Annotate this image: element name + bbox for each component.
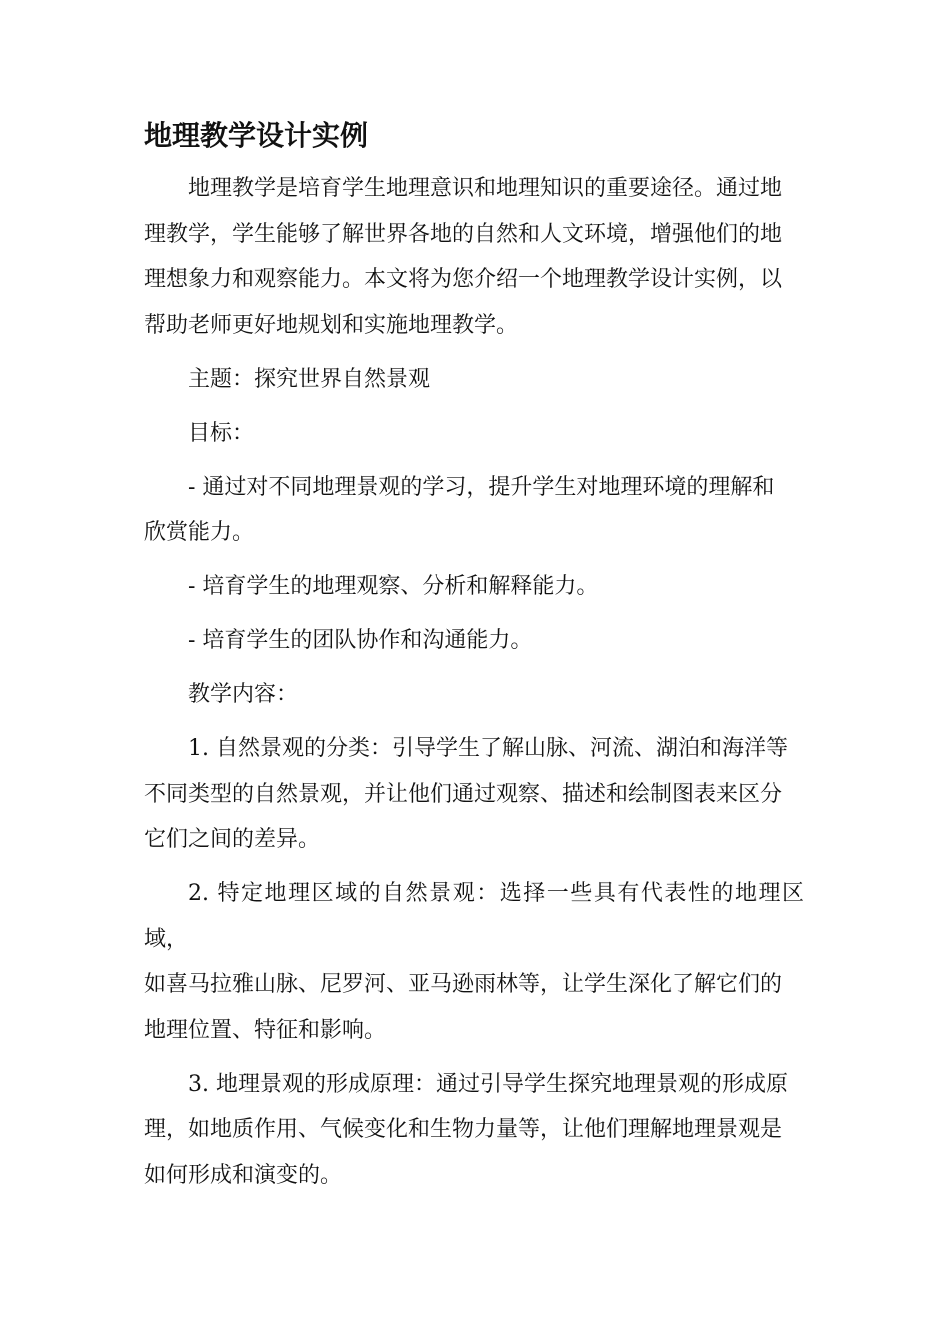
document-title: 地理教学设计实例 bbox=[144, 119, 369, 152]
content-line: 如喜马拉雅山脉、尼罗河、亚马逊雨林等，让学生深化了解它们的 bbox=[144, 972, 783, 997]
content-item bbox=[144, 1062, 804, 1199]
intro-line: 地理教学是培育学生地理意识和地理知识的重要途径。通过地 bbox=[188, 176, 783, 201]
theme-line: 主题：探究世界自然景观 bbox=[188, 366, 431, 392]
intro-line: 理教学，学生能够了解世界各地的自然和人文环境，增强他们的地 bbox=[144, 221, 783, 247]
goal-line: 欣赏能力。 bbox=[144, 520, 255, 545]
content-item bbox=[144, 726, 804, 863]
content-line: 2. 特定地理区域的自然景观：选择一些具有代表性的地理区域， bbox=[144, 881, 804, 952]
goal-item: - 培育学生的地理观察、分析和解释能力。 bbox=[188, 574, 599, 599]
content-line: 不同类型的自然景观，并让他们通过观察、描述和绘制图表来区分 bbox=[144, 781, 783, 807]
goal-item: - 培育学生的团队协作和沟通能力。 bbox=[188, 628, 533, 653]
content-line: 理，如地质作用、气候变化和生物力量等，让他们理解地理景观是 bbox=[144, 1117, 783, 1142]
document-body bbox=[144, 118, 804, 1207]
content-item bbox=[144, 871, 804, 1053]
intro-paragraph bbox=[144, 166, 804, 348]
goal-line: - 通过对不同地理景观的学习，提升学生对地理环境的理解和 bbox=[188, 474, 775, 500]
intro-line: 理想象力和观察能力。本文将为您介绍一个地理教学设计实例，以 bbox=[144, 267, 783, 292]
goals-heading: 目标： bbox=[188, 420, 255, 446]
goal-item bbox=[144, 465, 804, 556]
content-line: 地理位置、特征和影响。 bbox=[144, 1017, 387, 1043]
content-heading: 教学内容： bbox=[188, 682, 299, 707]
content-line: 它们之间的差异。 bbox=[144, 827, 321, 852]
content-line: 1. 自然景观的分类：引导学生了解山脉、河流、湖泊和海洋等 bbox=[188, 736, 788, 761]
content-line: 如何形成和演变的。 bbox=[144, 1162, 343, 1188]
intro-line: 帮助老师更好地规划和实施地理教学。 bbox=[144, 312, 519, 338]
content-line: 3. 地理景观的形成原理：通过引导学生探究地理景观的形成原 bbox=[188, 1071, 788, 1097]
